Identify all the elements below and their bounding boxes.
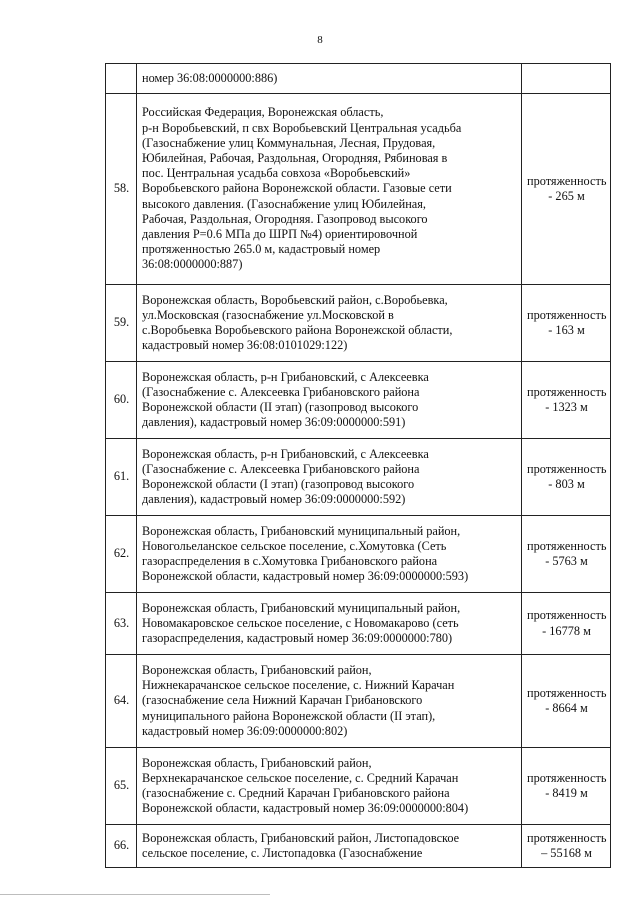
description-line: Юбилейная, Рабочая, Раздольная, Огородняя, Рябиновая в bbox=[142, 150, 448, 165]
length-label: протяженность bbox=[527, 830, 607, 845]
description-line: (газоснабжение села Нижний Карачан Грибановского bbox=[142, 693, 423, 708]
length-label: протяженность bbox=[527, 307, 607, 322]
table-row bbox=[106, 362, 611, 439]
description-line: Воронежской области, кадастровый номер 36:09:0000000:804) bbox=[142, 801, 469, 816]
description-line: муниципального района Воронежской области (II этап), bbox=[142, 708, 436, 723]
row-number: 59. bbox=[106, 285, 137, 362]
length-value: - 8664 м bbox=[545, 701, 588, 715]
description-line: сельское поселение, с. Листопадовка (Газоснабжение bbox=[142, 846, 423, 860]
page-number: 8 bbox=[317, 34, 323, 46]
description-line: 36:08:0000000:887) bbox=[142, 257, 243, 272]
length-value: - 5763 м bbox=[545, 554, 588, 568]
length-value: - 803 м bbox=[548, 477, 585, 491]
row-length bbox=[522, 655, 611, 748]
length-label: протяженность bbox=[527, 384, 607, 399]
length-label: протяженность bbox=[527, 173, 607, 188]
row-description bbox=[137, 94, 522, 285]
row-number: 62. bbox=[106, 516, 137, 593]
table-row bbox=[106, 285, 611, 362]
row-length bbox=[522, 439, 611, 516]
row-number: 66. bbox=[106, 825, 137, 868]
description-line: давления), кадастровый номер 36:09:0000000:591) bbox=[142, 415, 406, 430]
row-number: 61. bbox=[106, 439, 137, 516]
row-length bbox=[522, 593, 611, 655]
length-value: - 1323 м bbox=[545, 400, 588, 414]
description-line: Воронежская область, Воробьевский район, с.Воробьевка, bbox=[142, 292, 448, 307]
row-description bbox=[137, 285, 522, 362]
description-line: (газоснабжение с. Средний Карачан Грибановского района bbox=[142, 786, 450, 800]
row-length bbox=[522, 285, 611, 362]
table-row bbox=[106, 593, 611, 655]
footer-rule bbox=[0, 894, 270, 895]
description-line: Воробьевского района Воронежской области. Газовые сети bbox=[142, 181, 452, 196]
row-length bbox=[522, 362, 611, 439]
description-line: кадастровый номер 36:08:0101029:122) bbox=[142, 338, 348, 353]
description-line: газораспределения в с.Хомутовка Грибановского района bbox=[142, 554, 438, 568]
registry-table bbox=[105, 63, 611, 868]
row-description bbox=[137, 593, 522, 655]
description-line: давления), кадастровый номер 36:09:0000000:592) bbox=[142, 492, 406, 507]
length-value: - 163 м bbox=[548, 323, 585, 337]
length-label: протяженность bbox=[527, 685, 607, 700]
row-length bbox=[522, 825, 611, 868]
length-label: протяженность bbox=[527, 770, 607, 785]
description-line: (Газоснабжение с. Алексеевка Грибановского района bbox=[142, 384, 420, 399]
description-line: Воронежская область, Грибановский район, Листопадовское bbox=[142, 830, 460, 845]
length-label: протяженность bbox=[527, 461, 607, 476]
length-value: – 55168 м bbox=[541, 846, 592, 860]
description-line: Воронежская область, Грибановский муниципальный район, bbox=[142, 523, 461, 538]
description-line: пос. Центральная усадьба совхоза «Воробьевский» bbox=[142, 166, 411, 181]
description-line: Воронежской области (II этап) (газопровод высокого bbox=[142, 400, 419, 414]
row-number: 63. bbox=[106, 593, 137, 655]
row-number bbox=[106, 64, 137, 94]
description-line: Воронежской области, кадастровый номер 36:09:0000000:593) bbox=[142, 569, 469, 584]
description-line: ул.Московская (газоснабжение ул.Московской в bbox=[142, 307, 394, 322]
row-length bbox=[522, 516, 611, 593]
row-description bbox=[137, 439, 522, 516]
table-row bbox=[106, 439, 611, 516]
row-length bbox=[522, 94, 611, 285]
row-length bbox=[522, 64, 611, 94]
length-label: протяженность bbox=[527, 538, 607, 553]
description-line: Верхнекарачанское сельское поселение, с. Средний Карачан bbox=[142, 770, 459, 785]
row-description bbox=[137, 655, 522, 748]
description-line: р-н Воробьевский, п свх Воробьевский Центральная усадьба bbox=[142, 120, 462, 135]
row-number: 60. bbox=[106, 362, 137, 439]
table-row bbox=[106, 516, 611, 593]
row-description bbox=[137, 748, 522, 825]
description-line: газораспределения, кадастровый номер 36:09:0000000:780) bbox=[142, 631, 453, 646]
description-line: Воронежской области (I этап) (газопровод высокого bbox=[142, 477, 415, 491]
description-line: протяженностью 265.0 м, кадастровый номер bbox=[142, 242, 381, 257]
description-line: Воронежская область, Грибановский район, bbox=[142, 755, 372, 770]
description-line: высокого давления. (Газоснабжение улиц Юбилейная, bbox=[142, 196, 426, 211]
table-row bbox=[106, 748, 611, 825]
table-row bbox=[106, 825, 611, 868]
description-line: Воронежская область, р-н Грибановский, с Алексеевка bbox=[142, 446, 429, 461]
row-number: 64. bbox=[106, 655, 137, 748]
length-value: - 16778 м bbox=[542, 623, 591, 638]
row-description bbox=[137, 516, 522, 593]
description-line: с.Воробьевка Воробьевского района Воронежской области, bbox=[142, 323, 453, 337]
length-value: - 8419 м bbox=[545, 786, 588, 800]
description-line: (Газоснабжение улиц Коммунальная, Лесная, Прудовая, bbox=[142, 135, 436, 150]
length-label: протяженность bbox=[527, 608, 607, 623]
length-value: - 265 м bbox=[548, 189, 585, 203]
row-number: 58. bbox=[106, 94, 137, 285]
description-line: Воронежская область, р-н Грибановский, с Алексеевка bbox=[142, 369, 429, 384]
description-line: Новомакаровское сельское поселение, с Новомакарово (сеть bbox=[142, 615, 459, 630]
description-line: Новогольеланское сельское поселение, с.Хомутовка (Сеть bbox=[142, 538, 447, 553]
description-line: номер 36:08:0000000:886) bbox=[142, 70, 278, 85]
row-length bbox=[522, 748, 611, 825]
row-description bbox=[137, 825, 522, 868]
description-line: Воронежская область, Грибановский район, bbox=[142, 662, 372, 677]
description-line: (Газоснабжение с. Алексеевка Грибановского района bbox=[142, 461, 420, 476]
description-line: Российская Федерация, Воронежская область, bbox=[142, 105, 384, 120]
description-line: Нижнекарачанское сельское поселение, с. Нижний Карачан bbox=[142, 678, 455, 693]
description-line: Воронежская область, Грибановский муниципальный район, bbox=[142, 600, 461, 615]
table-row bbox=[106, 64, 611, 94]
row-description bbox=[137, 64, 522, 94]
description-line: давления P=0.6 МПа до ШРП №4) ориентировочной bbox=[142, 227, 418, 241]
description-line: кадастровый номер 36:09:0000000:802) bbox=[142, 723, 348, 738]
description-line: Рабочая, Раздольная, Огородняя. Газопровод высокого bbox=[142, 211, 428, 226]
row-description bbox=[137, 362, 522, 439]
table-row bbox=[106, 655, 611, 748]
row-number: 65. bbox=[106, 748, 137, 825]
table-row bbox=[106, 94, 611, 285]
